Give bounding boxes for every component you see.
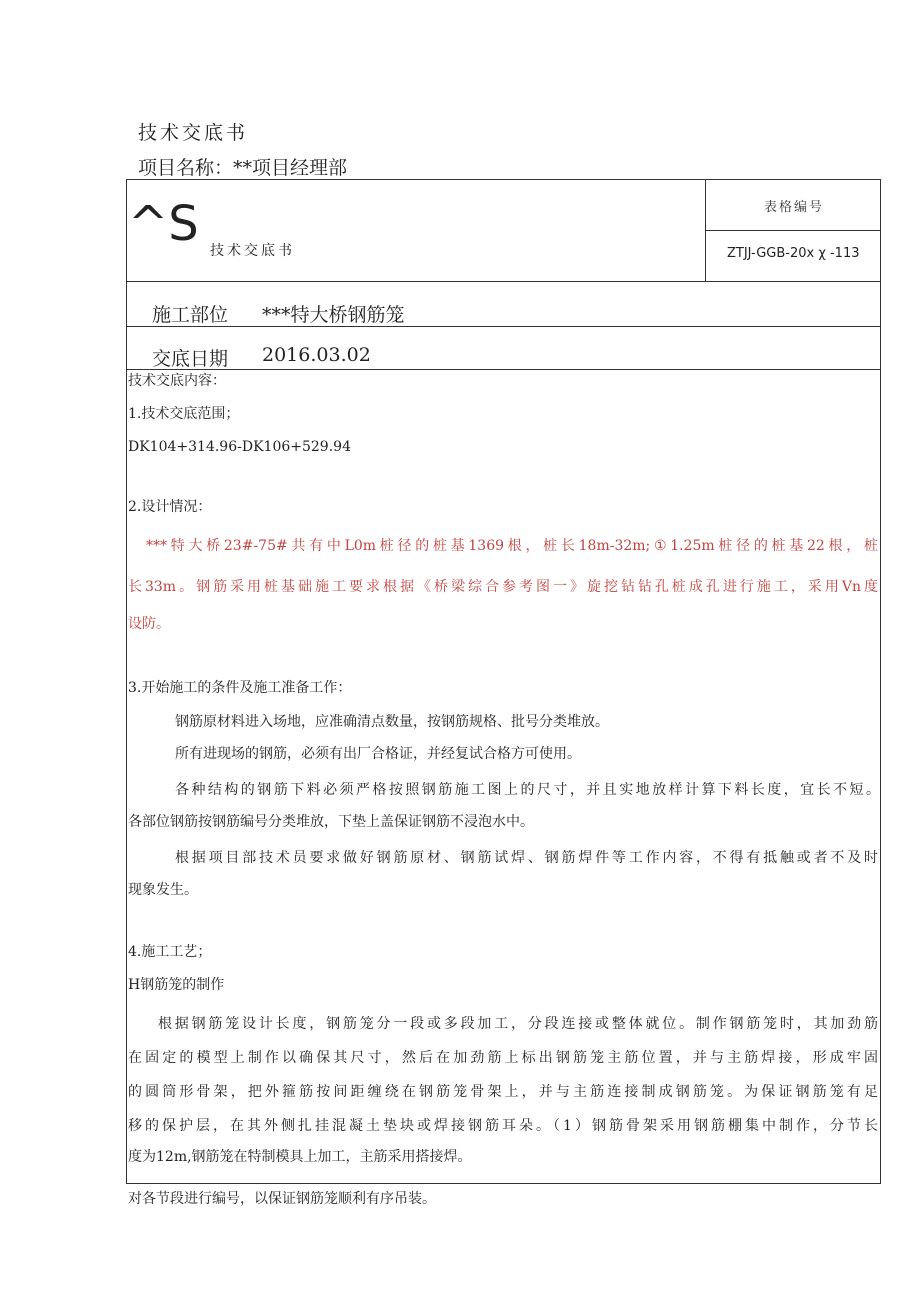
- table-border-form-divider: [705, 230, 881, 231]
- section-3-paragraph-cont: 现象发生。: [128, 882, 198, 898]
- section-3-paragraph-cont: 各部位钢筋按钢筋编号分类堆放，下垫上盖保证钢筋不浸泡水中。: [128, 814, 534, 830]
- table-border-row1: [126, 281, 881, 282]
- section-4-subtitle: H钢筋笼的制作: [128, 977, 225, 993]
- table-border-row2: [126, 326, 881, 327]
- section-3-paragraph: 钢筋原材料进入场地，应准确清点数量，按钢筋规格、批号分类堆放。: [175, 714, 609, 730]
- table-border-top: [126, 179, 881, 180]
- table-border-right: [880, 179, 881, 1184]
- content-heading: 技术交底内容：: [128, 373, 226, 389]
- section-2-line: 设防。: [128, 616, 170, 632]
- section-2-line: 长33m。钢筋采用桩基础施工要求根据《桥梁综合参考图一》旋挖钻钻孔桩成孔进行施工，采用Vn度: [128, 579, 878, 595]
- section-3-paragraph: 所有进现场的钢筋，必须有出厂合格证，并经复试合格方可使用。: [175, 746, 581, 762]
- section-2-line: ***特大桥23#-75#共有中L0m桩径的桩基1369根，桩长18m-32m;①1.25m桩径的桩基22根，桩: [146, 538, 878, 554]
- section-2-title: 2.设计情况：: [128, 499, 212, 515]
- date-value: 2016.03.02: [262, 344, 371, 366]
- logo: ^S: [128, 196, 199, 252]
- section-4-line: 在固定的模型上制作以确保其尺寸，然后在加劲筋上标出钢筋笼主筋位置，并与主筋焊接，形成牢固: [128, 1050, 878, 1066]
- section-3-title: 3.开始施工的条件及施工准备工作：: [128, 680, 352, 696]
- document-title: 技术交底书: [138, 122, 249, 144]
- section-4-line: 的圆筒形骨架，把外箍筋按间距缠绕在钢筋笼骨架上，并与主筋连接制成钢筋笼。为保证钢筋笼有足: [128, 1084, 878, 1100]
- section-4-title: 4.施工工艺；: [128, 944, 212, 960]
- footer-text: 对各节段进行编号，以保证钢筋笼顺利有序吊装。: [128, 1191, 436, 1207]
- project-name: 项目名称：**项目经理部: [138, 157, 348, 179]
- table-border-row3: [126, 369, 881, 370]
- table-border-left: [126, 179, 127, 1184]
- form-number: ZTJJ-GGB-20x χ -113: [727, 246, 860, 261]
- section-4-line: 移的保护层，在其外侧扎挂混凝土垫块或焊接钢筋耳朵。（1）钢筋骨架采用钢筋棚集中制作，分节长: [128, 1118, 878, 1134]
- section-1-text: DK104+314.96-DK106+529.94: [128, 439, 351, 455]
- table-border-form-col: [705, 179, 706, 282]
- section-3-paragraph: 根据项目部技术员要求做好钢筋原材、钢筋试焊、钢筋焊件等工作内容，不得有抵触或者不及时: [175, 850, 878, 866]
- logo-caption: 技术交底书: [210, 243, 295, 259]
- table-border-bottom: [126, 1183, 881, 1184]
- section-3-paragraph: 各种结构的钢筋下料必须严格按照钢筋施工图上的尺寸，并且实地放样计算下料长度，宜长不短。: [175, 782, 880, 798]
- form-number-label: 表格编号: [764, 200, 825, 215]
- date-label: 交底日期: [152, 348, 229, 370]
- section-4-line: 度为12m,钢筋笼在特制模具上加工，主筋采用搭接焊。: [128, 1149, 472, 1165]
- section-1-title: 1.技术交底范围；: [128, 406, 240, 422]
- location-value: ***特大桥钢筋笼: [262, 304, 405, 326]
- location-label: 施工部位: [152, 304, 229, 326]
- section-4-line: 根据钢筋笼设计长度，钢筋笼分一段或多段加工，分段连接或整体就位。制作钢筋笼时，其加劲筋: [158, 1016, 878, 1032]
